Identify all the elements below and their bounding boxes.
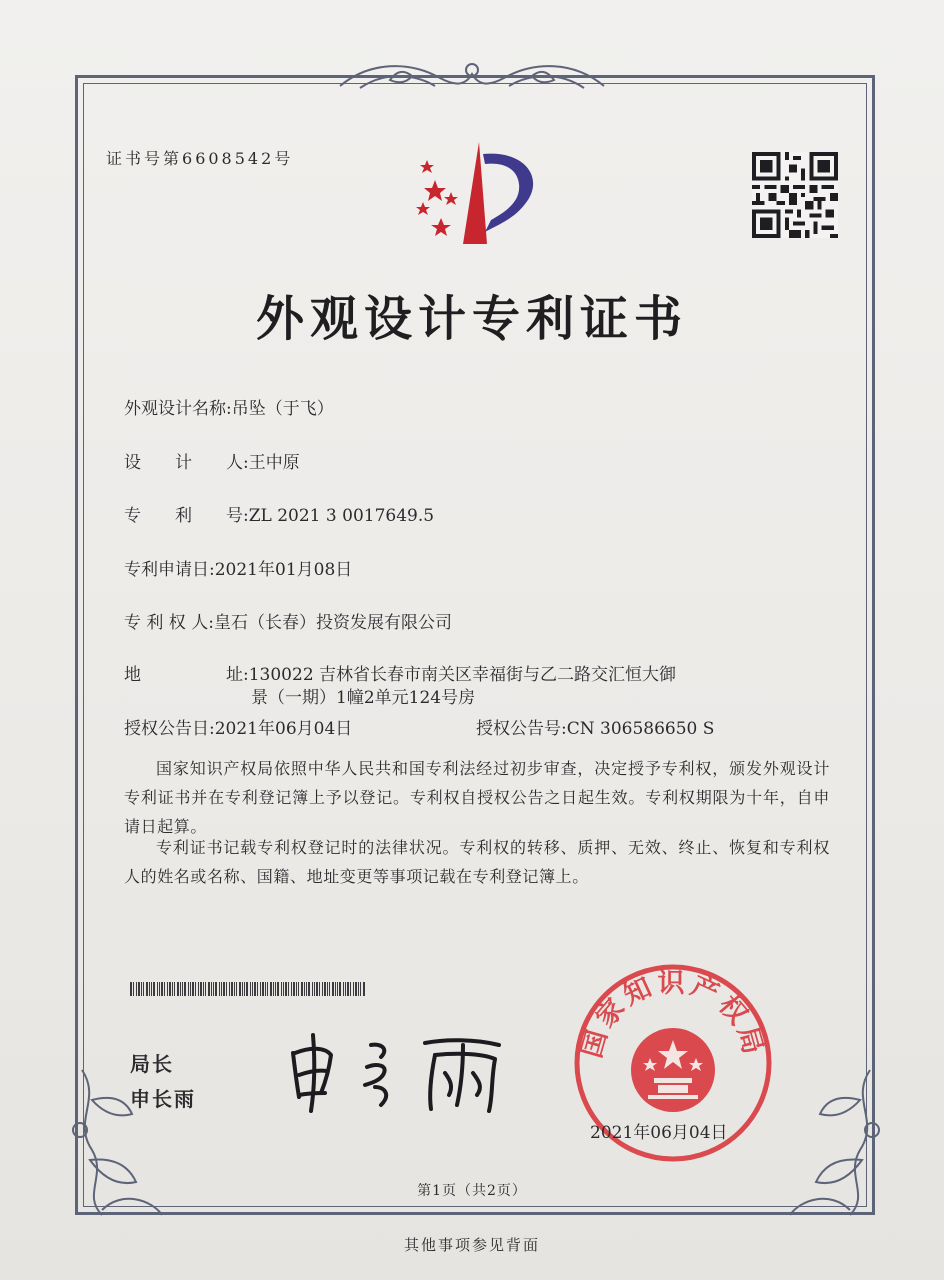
grant-date-value: 2021年06月04日 [214,719,353,739]
filing-date-value: 2021年01月08日 [214,560,353,580]
design-name-label: 外观设计名称: [124,399,232,419]
address-field [124,660,676,685]
legal-paragraph-2: 专利证书记载专利权登记时的法律状况。专利权的转移、质押、无效、终止、恢复和专利权人的姓名或名称、国籍、地址变更等事项记载在专利登记簿上。 [124,838,830,886]
grant-number-field [476,714,714,739]
patentee-label: 专 利 权 人: [124,613,214,633]
design-name-field [124,394,334,419]
address-label: 地 址: [124,665,249,685]
director-name: 申长雨 [130,1087,196,1111]
director-title: 局长 [130,1052,174,1076]
certificate-number-label: 证书号第 [106,149,183,168]
top-ornament-icon [330,56,614,100]
certificate-number-value: 6608542号 [182,149,294,168]
legal-paragraph-1: 国家知识产权局依照中华人民共和国专利法经过初步审查，决定授予专利权，颁发外观设计专利证书并在专利登记簿上予以登记。专利权自授权公告之日起生效。专利权期限为十年，自申请日起算。 [124,759,830,836]
address-line2: 景（一期）1幢2单元124号房 [251,688,476,708]
patent-office-emblem-icon [405,140,555,250]
grant-number-label: 授权公告号: [476,719,567,739]
qr-code-icon [752,152,838,238]
designer-label: 设 计 人: [124,453,249,473]
footer-note: 其他事项参见背面 [403,1236,540,1254]
filing-date-field [124,555,352,580]
filing-date-label: 专利申请日: [124,560,215,580]
patent-number-field [124,501,434,526]
grant-date-field [124,714,352,739]
barcode-icon [130,982,368,996]
seal-date: 2021年06月04日 [590,1123,728,1143]
patent-number-value: ZL 2021 3 0017649.5 [248,506,435,526]
grant-date-label: 授权公告日: [124,719,215,739]
svg-text:国家知识产权局: 国家知识产权局 [576,968,770,1062]
designer-value: 王中原 [248,453,300,473]
designer-field [124,448,300,473]
patentee-field [124,608,452,633]
patentee-value: 皇石（长春）投资发展有限公司 [213,613,452,633]
page-indicator: 第1页（共2页） [417,1183,527,1199]
grant-number-value: CN 306586650 S [566,719,715,739]
patent-number-label: 专 利 号: [124,506,249,526]
director-signature-icon [285,1025,515,1115]
certificate-number [106,146,293,169]
certificate-title: 外观设计专利证书 [255,291,688,347]
design-name-value: 吊坠（于飞） [231,399,334,419]
address-line1: 130022 吉林省长春市南关区幸福街与乙二路交汇恒大御 [248,665,677,685]
